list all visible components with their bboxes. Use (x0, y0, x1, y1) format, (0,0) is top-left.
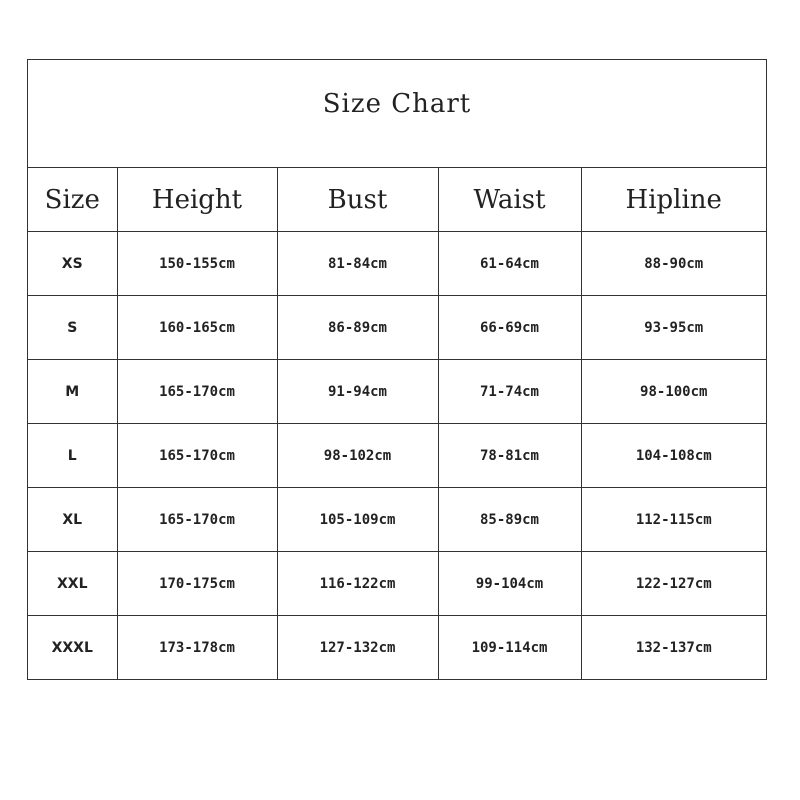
header-waist: Waist (438, 168, 581, 232)
chart-title: Size Chart (322, 88, 472, 119)
height-cell: 170-175cm (117, 552, 277, 616)
hipline-cell: 132-137cm (635, 639, 712, 656)
size-cell: XXXL (28, 616, 117, 680)
table-row (28, 424, 766, 488)
size-cell: XS (28, 232, 117, 296)
table-row (28, 616, 766, 680)
size-chart (27, 59, 767, 680)
header-row (28, 168, 766, 232)
height-cell: 165-170cm (117, 424, 277, 488)
bust-cell: 105-109cm (277, 488, 438, 552)
height-cell: 150-155cm (117, 232, 277, 296)
bust-cell: 127-132cm (277, 616, 438, 680)
size-cell: M (28, 360, 117, 424)
header-bust: Bust (277, 168, 438, 232)
table-row (28, 360, 766, 424)
waist-cell: 85-89cm (438, 488, 581, 552)
size-table (28, 168, 766, 679)
table-row (28, 296, 766, 360)
height-cell: 173-178cm (117, 616, 277, 680)
hipline-cell: 88-90cm (581, 232, 766, 296)
size-cell: L (28, 424, 117, 488)
waist-cell: 71-74cm (438, 360, 581, 424)
height-cell: 165-170cm (117, 360, 277, 424)
size-cell: XL (28, 488, 117, 552)
bust-cell: 86-89cm (277, 296, 438, 360)
hipline-cell: 93-95cm (581, 296, 766, 360)
header-size: Size (28, 168, 117, 232)
size-cell: XXL (28, 552, 117, 616)
size-cell: S (28, 296, 117, 360)
hipline-cell: 122-127cm (581, 552, 766, 616)
hipline-cell: 104-108cm (581, 424, 766, 488)
hipline-cell: 112-115cm (581, 488, 766, 552)
header-height: Height (117, 168, 277, 232)
table-row (28, 488, 766, 552)
table-row (28, 232, 766, 296)
waist-cell: 78-81cm (438, 424, 581, 488)
waist-cell: 109-114cm (438, 616, 581, 680)
waist-cell: 66-69cm (438, 296, 581, 360)
bust-cell: 91-94cm (277, 360, 438, 424)
header-hipline: Hipline (581, 168, 766, 232)
bust-cell: 81-84cm (277, 232, 438, 296)
height-cell: 165-170cm (117, 488, 277, 552)
bust-cell: 98-102cm (277, 424, 438, 488)
hipline-cell: 98-100cm (581, 360, 766, 424)
waist-cell: 61-64cm (438, 232, 581, 296)
title-row (28, 60, 766, 168)
waist-cell: 99-104cm (438, 552, 581, 616)
height-cell: 160-165cm (117, 296, 277, 360)
bust-cell: 116-122cm (277, 552, 438, 616)
table-row (28, 552, 766, 616)
